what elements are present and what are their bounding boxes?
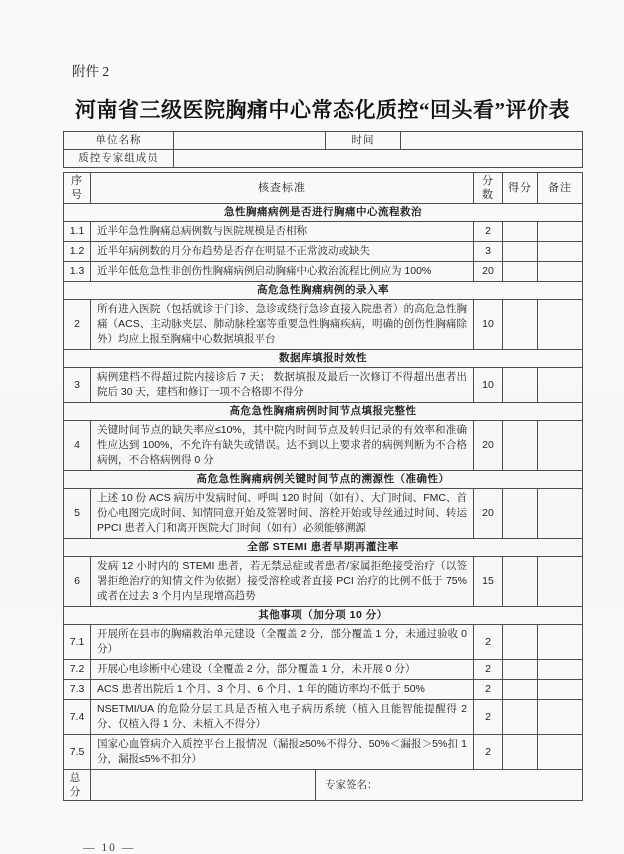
row-max-score: 3: [474, 242, 503, 262]
table-row: [64, 700, 583, 735]
row-no: 7.3: [64, 680, 91, 700]
row-max-score: 2: [474, 222, 503, 242]
section-row: [64, 471, 583, 489]
section-title: 全部 STEMI 患者早期再灌注率: [64, 539, 583, 557]
row-no: 1.3: [64, 262, 91, 282]
unit-name-value: [174, 132, 326, 150]
table-row: [64, 489, 583, 539]
row-criteria: 上述 10 份 ACS 病历中发病时间、呼叫 120 时间（如有）、大门时间、FMC、首份心电图完成时间、知情同意开始及签署时间、溶栓开始或导丝通过时间、转运 PPCI 患者入门和离开医院大门时间（如有）必须能够溯源: [91, 489, 474, 539]
table-row: [64, 625, 583, 660]
row-score-cell: [503, 625, 538, 660]
header-score: 得分: [503, 173, 538, 204]
row-no: 1.1: [64, 222, 91, 242]
row-remarks-cell: [538, 557, 583, 607]
row-remarks-cell: [538, 660, 583, 680]
table-row: [64, 368, 583, 403]
total-row: [64, 770, 583, 801]
time-label: 时间: [326, 132, 401, 150]
row-no: 3: [64, 368, 91, 403]
row-no: 7.5: [64, 735, 91, 770]
row-remarks-cell: [538, 242, 583, 262]
header-criteria: 核查标准: [91, 173, 474, 204]
table-row: [64, 262, 583, 282]
page-number: — 10 —: [83, 842, 136, 854]
section-title: 高危急性胸痛病例时间节点填报完整性: [64, 403, 583, 421]
page-title: 河南省三级医院胸痛中心常态化质控“回头看”评价表: [75, 98, 570, 122]
row-remarks-cell: [538, 680, 583, 700]
header-max-score: 分数: [474, 173, 503, 204]
total-label: 总分: [64, 770, 91, 801]
table-row: [64, 222, 583, 242]
row-score-cell: [503, 368, 538, 403]
row-remarks-cell: [538, 421, 583, 471]
table-row: [64, 300, 583, 350]
row-max-score: 2: [474, 700, 503, 735]
row-no: 2: [64, 300, 91, 350]
row-score-cell: [503, 421, 538, 471]
table-row: [64, 660, 583, 680]
row-max-score: 2: [474, 680, 503, 700]
total-score-cell: [91, 770, 316, 801]
section-row: [64, 282, 583, 300]
row-score-cell: [503, 300, 538, 350]
row-criteria: 发病 12 小时内的 STEMI 患者，若无禁忌症或者患者/家属拒绝接受治疗（以签署拒绝治疗的知情文件为依据）接受溶栓或者直接 PCI 治疗的比例不低于 75%或者在过去 3 个月内呈现增高趋势: [91, 557, 474, 607]
row-no: 7.1: [64, 625, 91, 660]
row-criteria: ACS 患者出院后 1 个月、3 个月、6 个月、1 年的随访率均不低于 50%: [91, 680, 474, 700]
row-criteria: 开展所在县市的胸痛救治单元建设（全覆盖 2 分，部分覆盖 1 分，未通过验收 0 分）: [91, 625, 474, 660]
table-row: [64, 557, 583, 607]
section-row: [64, 350, 583, 368]
row-remarks-cell: [538, 262, 583, 282]
row-no: 7.4: [64, 700, 91, 735]
experts-value: [174, 150, 583, 168]
row-score-cell: [503, 735, 538, 770]
table-row: [64, 735, 583, 770]
row-score-cell: [503, 680, 538, 700]
row-score-cell: [503, 222, 538, 242]
unit-name-label: 单位名称: [64, 132, 174, 150]
row-criteria: 病例建档不得超过院内接诊后 7 天； 数据填报及最后一次修订不得超出患者出院后 30 天，建档和修订一项不合格即不得分: [91, 368, 474, 403]
row-max-score: 2: [474, 660, 503, 680]
row-remarks-cell: [538, 625, 583, 660]
row-remarks-cell: [538, 368, 583, 403]
row-no: 7.2: [64, 660, 91, 680]
row-criteria: 近半年急性胸痛总病例数与医院规模是否相称: [91, 222, 474, 242]
row-no: 4: [64, 421, 91, 471]
row-criteria: 所有进入医院（包括就诊于门诊、急诊或绕行急诊直接入院患者）的高危急性胸痛（ACS、主动脉夹层、肺动脉栓塞等重要急性胸痛疾病，明确的创伤性胸痛除外）均应上报至胸痛中心数据填报平台: [91, 300, 474, 350]
table-row: [64, 242, 583, 262]
header-remarks: 备注: [538, 173, 583, 204]
document-page: [63, 0, 582, 854]
row-max-score: 20: [474, 421, 503, 471]
experts-label: 质控专家组成员: [64, 150, 174, 168]
row-score-cell: [503, 700, 538, 735]
row-max-score: 20: [474, 489, 503, 539]
row-criteria: 近半年低危急性非创伤性胸痛病例启动胸痛中心救治流程比例应为 100%: [91, 262, 474, 282]
row-score-cell: [503, 489, 538, 539]
section-row: [64, 403, 583, 421]
section-row: [64, 204, 583, 222]
section-title: 高危急性胸痛病例的录入率: [64, 282, 583, 300]
section-title: 数据库填报时效性: [64, 350, 583, 368]
header-no: 序号: [64, 173, 91, 204]
row-max-score: 10: [474, 368, 503, 403]
info-table: [63, 131, 583, 168]
row-score-cell: [503, 660, 538, 680]
row-score-cell: [503, 242, 538, 262]
row-remarks-cell: [538, 300, 583, 350]
row-max-score: 2: [474, 625, 503, 660]
table-row: [64, 421, 583, 471]
evaluation-table: [63, 172, 583, 801]
time-value: [401, 132, 583, 150]
row-score-cell: [503, 557, 538, 607]
row-remarks-cell: [538, 700, 583, 735]
row-max-score: 10: [474, 300, 503, 350]
expert-signature-label: 专家签名：: [316, 770, 583, 801]
row-no: 1.2: [64, 242, 91, 262]
row-max-score: 20: [474, 262, 503, 282]
section-row: [64, 539, 583, 557]
row-remarks-cell: [538, 222, 583, 242]
row-criteria: 国家心血管病介入质控平台上报情况（漏报≥50%不得分、50%＜漏报＞5%扣 1 分，漏报≤5%不扣分）: [91, 735, 474, 770]
attachment-label: 附件 2: [72, 64, 110, 79]
row-no: 5: [64, 489, 91, 539]
section-row: [64, 607, 583, 625]
row-no: 6: [64, 557, 91, 607]
row-score-cell: [503, 262, 538, 282]
row-max-score: 2: [474, 735, 503, 770]
table-row: [64, 680, 583, 700]
row-remarks-cell: [538, 489, 583, 539]
table-header-row: [64, 173, 583, 204]
row-criteria: NSETMI/UA 的危险分层工具是否植入电子病历系统（植入且能智能提醒得 2 分、仅植入得 1 分、未植入不得分）: [91, 700, 474, 735]
row-criteria: 开展心电诊断中心建设（全覆盖 2 分，部分覆盖 1 分，未开展 0 分）: [91, 660, 474, 680]
row-remarks-cell: [538, 735, 583, 770]
section-title: 其他事项（加分项 10 分）: [64, 607, 583, 625]
row-max-score: 15: [474, 557, 503, 607]
section-title: 急性胸痛病例是否进行胸痛中心流程救治: [64, 204, 583, 222]
row-criteria: 近半年病例数的月分布趋势是否存在明显不正常波动或缺失: [91, 242, 474, 262]
section-title: 高危急性胸痛病例关键时间节点的溯源性（准确性）: [64, 471, 583, 489]
row-criteria: 关键时间节点的缺失率应≤10%，其中院内时间节点及转归记录的有效率和准确性应达到 100%，不允许有缺失或错误。达不到以上要求者的病例判断为不合格病例，不合格病例得 0 分: [91, 421, 474, 471]
